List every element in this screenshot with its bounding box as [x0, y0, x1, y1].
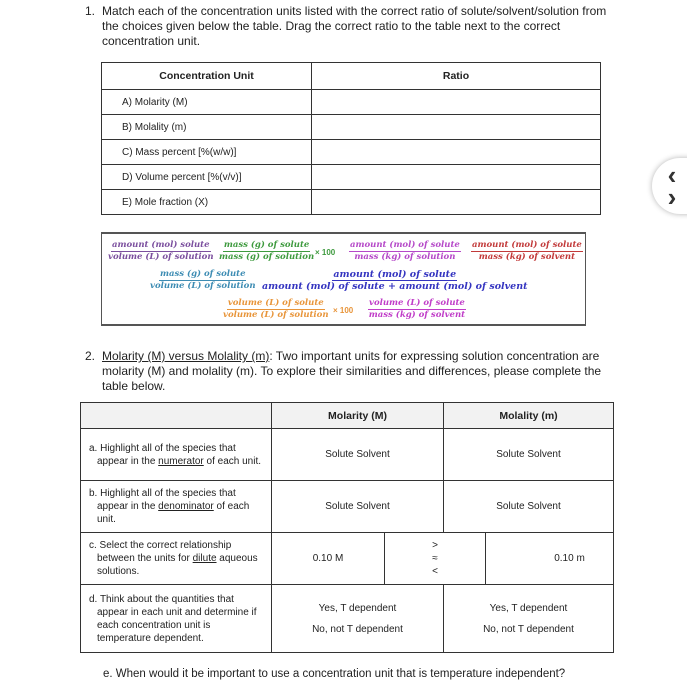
ratio-drop-zone[interactable]: [312, 165, 601, 190]
chevron-left-icon[interactable]: ‹: [667, 160, 677, 190]
unit-label: E) Mole fraction (X): [102, 190, 312, 215]
molarity-numerator-options[interactable]: Solute Solvent: [272, 429, 444, 481]
header-molality: Molality (m): [444, 403, 614, 429]
question-2-text: : Two important units for expressing solution concentration are molarity (M) and molality (m). To explore their similarities and differences, please complete the table below.: [102, 349, 602, 393]
table-row: c. Select the correct relationship between the units for dilute aqueous solutions. 0.10 M > ≈ < 0.10 m: [81, 533, 614, 585]
ratio-choices-box: amount (mol) solute volume (L) of solution mass (g) of solute mass (g) of solution × 100 amount (mol) of solute mass (kg) of solution amount (mol) of solute mass (kg) of solvent mass (g) of solute volume (L) of solution amount (mol) of solute amount (mol) of solute + amount (mol) of solvent volume (L) of solute volume (L) of solution × 100 volume (L) of solute mass (kg) of solvent: [101, 232, 586, 326]
molarity-denominator-options[interactable]: Solute Solvent: [272, 481, 444, 533]
question-2: 2. Molarity (M) versus Molality (m): Two important units for expressing solution concentration are molarity (M) and molality (m). To explore their similarities and differences, please complete the table below.: [85, 349, 602, 393]
ratio-choice[interactable]: volume (L) of solute volume (L) of solution: [223, 298, 329, 320]
unit-label: C) Mass percent [%(w/w)]: [102, 140, 312, 165]
ratio-choice[interactable]: amount (mol) of solute mass (kg) of solvent: [472, 240, 582, 262]
chevron-right-icon[interactable]: ›: [667, 182, 677, 212]
molality-value: 0.10 m: [486, 533, 614, 585]
ratio-choice[interactable]: mass (g) of solute volume (L) of solution: [150, 269, 256, 291]
table-row: [102, 190, 601, 215]
molarity-molality-table: [80, 402, 614, 653]
molality-denominator-options[interactable]: Solute Solvent: [444, 481, 614, 533]
concentration-unit-table: [101, 62, 601, 215]
table-row: [102, 165, 601, 190]
ratio-choice[interactable]: amount (mol) of solute amount (mol) of solute + amount (mol) of solvent: [262, 269, 528, 292]
molarity-no-option[interactable]: No, not T dependent: [312, 623, 403, 635]
ratio-choice[interactable]: amount (mol) of solute mass (kg) of solution: [350, 240, 460, 262]
unit-label: D) Volume percent [%(v/v)]: [102, 165, 312, 190]
question-1: [85, 4, 612, 49]
molarity-value: 0.10 M: [272, 533, 385, 585]
ratio-choice[interactable]: volume (L) of solute mass (kg) of solvent: [368, 298, 466, 320]
ratio-choice[interactable]: amount (mol) solute volume (L) of solution: [108, 240, 214, 262]
question-text: Match each of the concentration units listed with the correct ratio of solute/solvent/solution from the choices given below the table. Drag the correct ratio to the table next to the correct concentration unit.: [102, 4, 607, 48]
relationship-selector[interactable]: [385, 533, 486, 585]
greater-than-option[interactable]: >: [432, 540, 438, 551]
unit-label: A) Molarity (M): [102, 90, 312, 115]
approx-equal-option[interactable]: ≈: [432, 553, 438, 564]
header-ratio: Ratio: [312, 63, 601, 90]
table-row: d. Think about the quantities that appear in each unit and determine if each concentration unit is temperature dependent. Yes, T dependent No, not T dependent Yes, T dependent No, not T dependent: [81, 585, 614, 653]
ratio-drop-zone[interactable]: [312, 90, 601, 115]
table-row: [102, 90, 601, 115]
question-2-title: Molarity (M) versus Molality (m): [102, 349, 270, 363]
molality-yes-option[interactable]: Yes, T dependent: [489, 602, 568, 614]
table-row: b. Highlight all of the species that appear in the denominator of each unit. Solute Solvent Solute Solvent: [81, 481, 614, 533]
table-row: [102, 140, 601, 165]
ratio-drop-zone[interactable]: [312, 115, 601, 140]
ratio-drop-zone[interactable]: [312, 190, 601, 215]
header-molarity: Molarity (M): [272, 403, 444, 429]
molality-no-option[interactable]: No, not T dependent: [483, 623, 574, 635]
question-number: 1.: [85, 4, 96, 18]
question-e: e. When would it be important to use a concentration unit that is temperature independent?: [103, 668, 566, 680]
page-nav: [652, 158, 687, 214]
molality-numerator-options[interactable]: Solute Solvent: [444, 429, 614, 481]
ratio-choice[interactable]: mass (g) of solute mass (g) of solution: [219, 240, 315, 262]
table-row: a. Highlight all of the species that appear in the numerator of each unit. Solute Solvent Solute Solvent: [81, 429, 614, 481]
unit-label: B) Molality (m): [102, 115, 312, 140]
less-than-option[interactable]: <: [432, 566, 438, 577]
ratio-drop-zone[interactable]: [312, 140, 601, 165]
molarity-yes-option[interactable]: Yes, T dependent: [318, 602, 397, 614]
table-row: [102, 115, 601, 140]
header-concentration-unit: Concentration Unit: [102, 63, 312, 90]
